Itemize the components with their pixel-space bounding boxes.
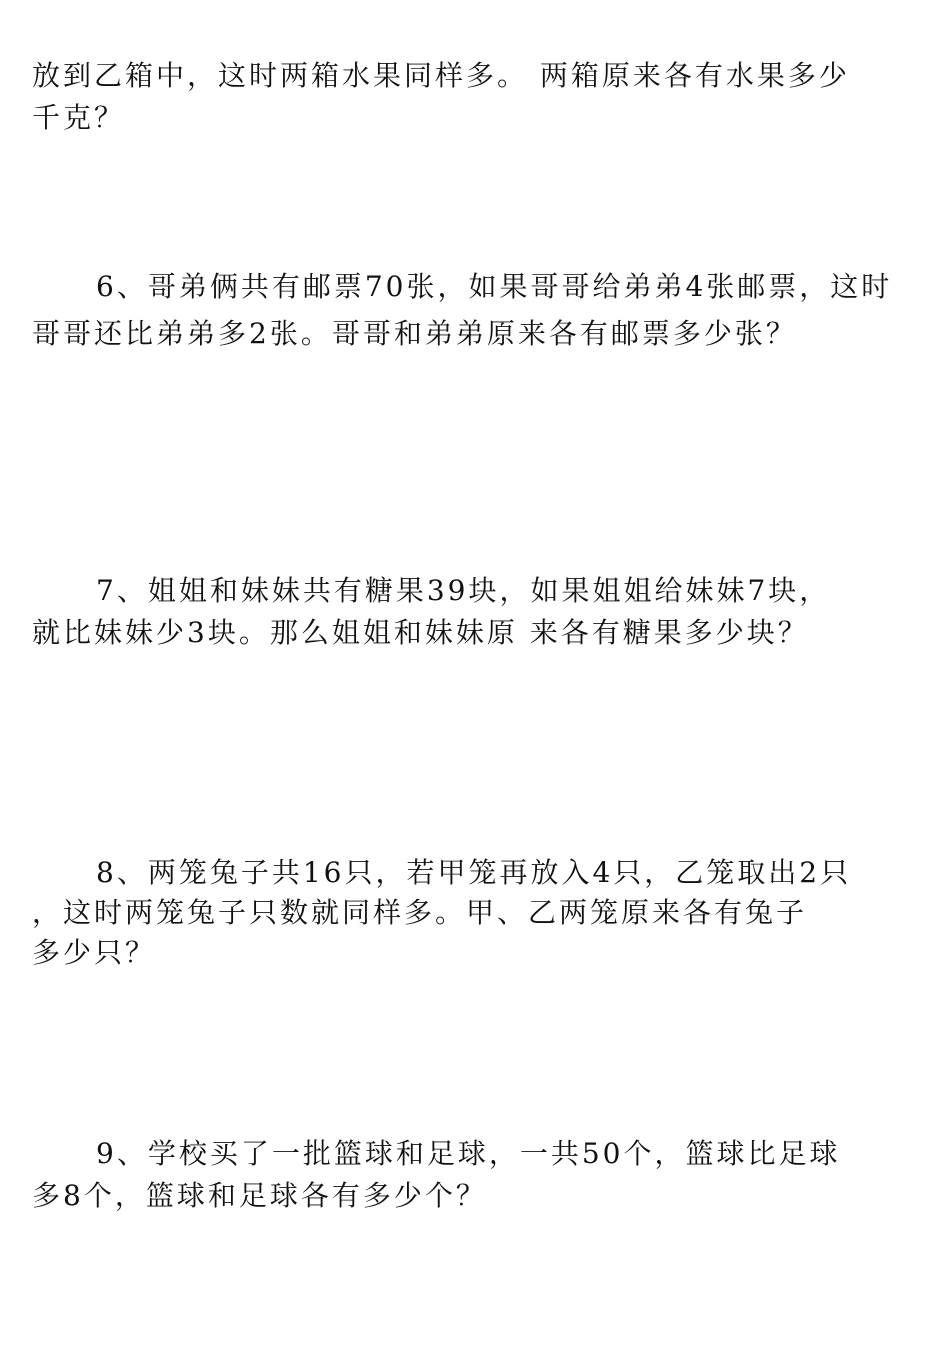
problem-text-line: ，这时两笼兔子只数就同样多。甲、乙两笼原来各有兔子: [32, 896, 808, 929]
problem-text-line: 放到乙箱中，这时两箱水果同样多。 两箱原来各有水果多少: [32, 59, 850, 92]
problem-text-line: 多8个，篮球和足球各有多少个？: [32, 1179, 487, 1212]
problem-text-line: 9、学校买了一批篮球和足球，一共50个，篮球比足球: [96, 1137, 841, 1170]
problem-text-line: 哥哥还比弟弟多2张。哥哥和弟弟原来各有邮票多少张？: [32, 317, 797, 350]
problem-text-line: 8、两笼兔子共16只，若甲笼再放入4只，乙笼取出2只: [96, 856, 852, 889]
problem-text-line: 6、哥弟俩共有邮票70张，如果哥哥给弟弟4张邮票，这时: [96, 270, 893, 303]
problem-text-line: 就比妹妹少3块。那么姐姐和妹妹原 来各有糖果多少块？: [32, 616, 809, 649]
problem-text-line: 多少只？: [32, 936, 157, 969]
problem-text-line: 千克？: [32, 101, 126, 134]
problem-text-line: 7、姐姐和妹妹共有糖果39块，如果姐姐给妹妹7块，: [96, 574, 831, 607]
